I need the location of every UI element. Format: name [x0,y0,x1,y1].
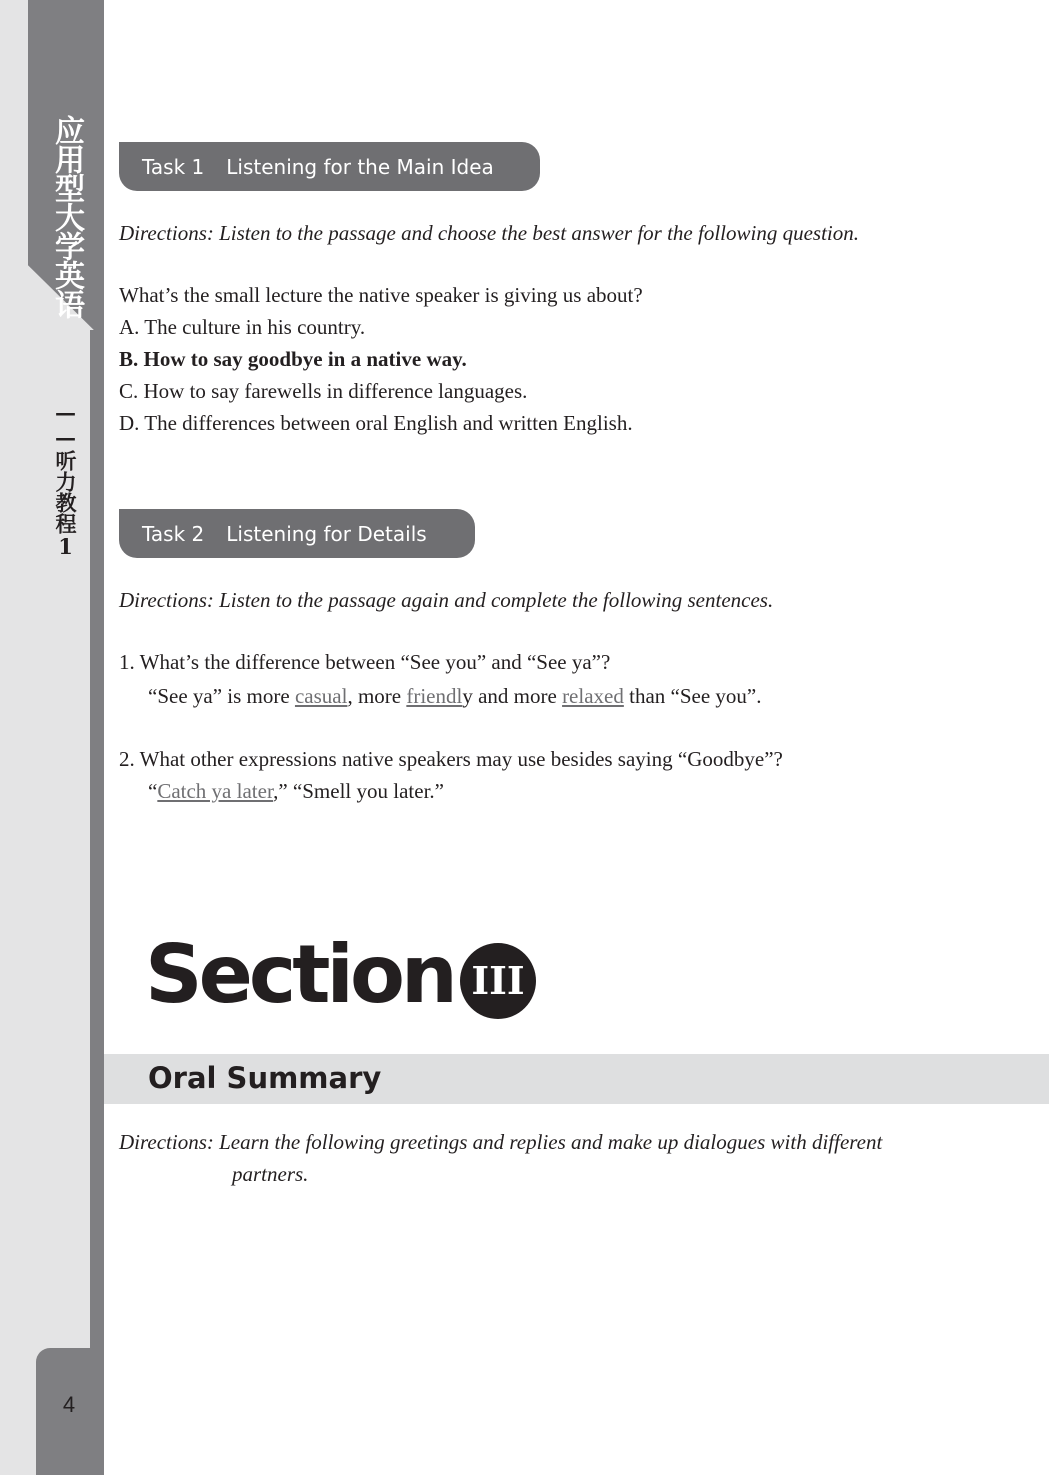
task2-directions: Directions: Listen to the passage again and complete the following sentences. [119,588,774,612]
q1-answer-text: “See ya” is more [148,684,295,708]
task2-q1-answer [148,684,761,709]
book-title: 应用型大学英语 [49,115,84,318]
oral-directions-line1: Directions: Learn the following greetings and replies and make up dialogues with different [119,1130,883,1154]
task2-title: Listening for Details [226,521,427,546]
q2-answer-text: “ [148,779,158,803]
task1-directions: Directions: Listen to the passage and choose the best answer for the following question. [119,221,860,245]
section-numeral-badge [459,942,537,1020]
task2-header [119,509,475,558]
task2-q2-question: 2. What other expressions native speakers may use besides saying “Goodbye”? [119,747,783,771]
q1-blank-relaxed: relaxed [562,684,624,708]
section-numeral: III [471,958,525,1003]
q1-answer-text: , more [347,684,407,708]
oral-directions-line2: partners. [232,1162,309,1186]
task1-header [119,142,540,191]
task1-option-b: B. How to say goodbye in a native way. [119,347,467,371]
q1-blank-casual: casual [294,684,348,708]
task2-number: Task 2 [142,521,205,546]
q1-answer-text: than “See you”. [623,684,762,708]
section-title: Section [145,928,454,1021]
q1-blank-friendly: friendl [406,684,463,708]
page-number: 4 [62,1392,76,1417]
task1-option-d: D. The differences between oral English and written English. [119,411,633,435]
q2-answer-text: ,” “Smell you later.” [273,779,444,803]
task1-question: What’s the small lecture the native speaker is giving us about? [119,283,643,307]
task2-q2-answer [148,779,444,804]
q1-answer-text: y and more [462,684,563,708]
task1-option-c: C. How to say farewells in difference languages. [119,379,528,403]
q2-blank-catch-ya-later: Catch ya later [157,779,274,803]
task1-number: Task 1 [142,154,205,179]
task2-q1-question: 1. What’s the difference between “See you” and “See ya”? [119,650,611,674]
side-strip [90,330,104,1350]
task1-option-a: A. The culture in his country. [119,315,366,339]
book-subtitle: ——听力教程1 [53,400,78,559]
oral-summary-title: Oral Summary [148,1061,382,1095]
task1-title: Listening for the Main Idea [226,154,494,179]
